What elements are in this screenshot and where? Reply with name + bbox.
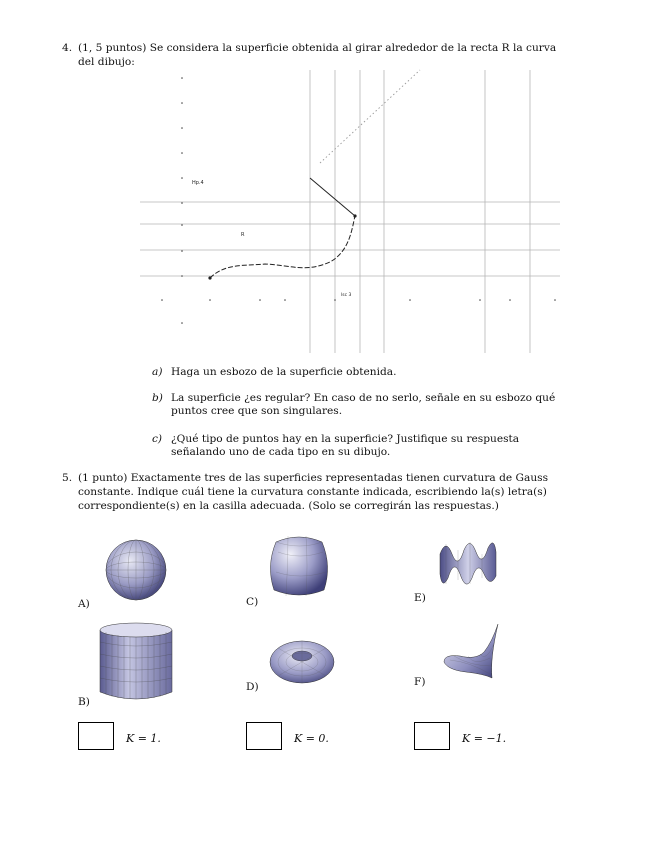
label-b: B) — [78, 696, 90, 708]
revolution-curve-figure — [130, 68, 570, 358]
answer-box-kminus1[interactable] — [414, 722, 450, 750]
label-d: D) — [246, 681, 259, 693]
item-a-letter: a) — [152, 366, 163, 378]
item-c-text2: señalando uno de cada tipo en su dibujo. — [171, 446, 391, 459]
label-e: E) — [414, 592, 426, 604]
label-f: F) — [414, 676, 426, 688]
item-a-text: Haga un esbozo de la superficie obtenida. — [171, 366, 397, 378]
label-a: A) — [78, 598, 90, 610]
figure-label-top: Hp.4 — [192, 180, 204, 186]
item-c-letter: c) — [152, 433, 163, 445]
cylinder-icon — [96, 620, 176, 702]
torus-icon — [268, 638, 336, 686]
sphere-icon — [104, 538, 168, 602]
problem-4-number: 4. — [62, 42, 73, 54]
rounded-cube-icon — [266, 532, 332, 600]
label-c: C) — [246, 596, 259, 608]
problem-5-number: 5. — [62, 472, 73, 484]
problem-4-statement-line2: del dibujo: — [78, 56, 135, 68]
item-b-text: La superficie ¿es regular? En caso de no serlo, señale en su esbozo qué — [171, 392, 556, 404]
pseudosphere-icon — [440, 622, 502, 682]
problem-4-statement-line1: (1, 5 puntos) Se considera la superficie obtenida al girar alrededor de la recta R la curva — [78, 42, 557, 54]
item-c-text: ¿Qué tipo de puntos hay en la superficie? Justifique su respuesta — [171, 433, 520, 445]
item-c — [152, 433, 552, 459]
problem-5-statement-line3: correspondiente(s) en la casilla adecuada. (Solo se corregirán las respuestas.) — [78, 500, 499, 512]
k-label-0: K = 0. — [294, 732, 329, 745]
problem-5-statement-line2: constante. Indique cuál tiene la curvatura constante indicada, escribiendo la(s) letra(s) — [78, 486, 547, 498]
problem-5-statement-line1: (1 punto) Exactamente tres de las superficies representadas tienen curvatura de Gauss — [78, 472, 549, 484]
k-label-1: K = 1. — [126, 732, 161, 745]
wavy-surface-icon — [438, 534, 498, 592]
answer-box-k0[interactable] — [246, 722, 282, 750]
figure-label-r: R — [241, 232, 245, 238]
item-a — [152, 366, 552, 379]
k-label-minus1: K = −1. — [462, 732, 507, 745]
figure-label-small: lsc 3 — [341, 293, 352, 298]
item-b — [152, 392, 556, 418]
item-b-text2: puntos cree que son singulares. — [171, 405, 343, 418]
answer-box-k1[interactable] — [78, 722, 114, 750]
item-b-letter: b) — [152, 392, 163, 404]
